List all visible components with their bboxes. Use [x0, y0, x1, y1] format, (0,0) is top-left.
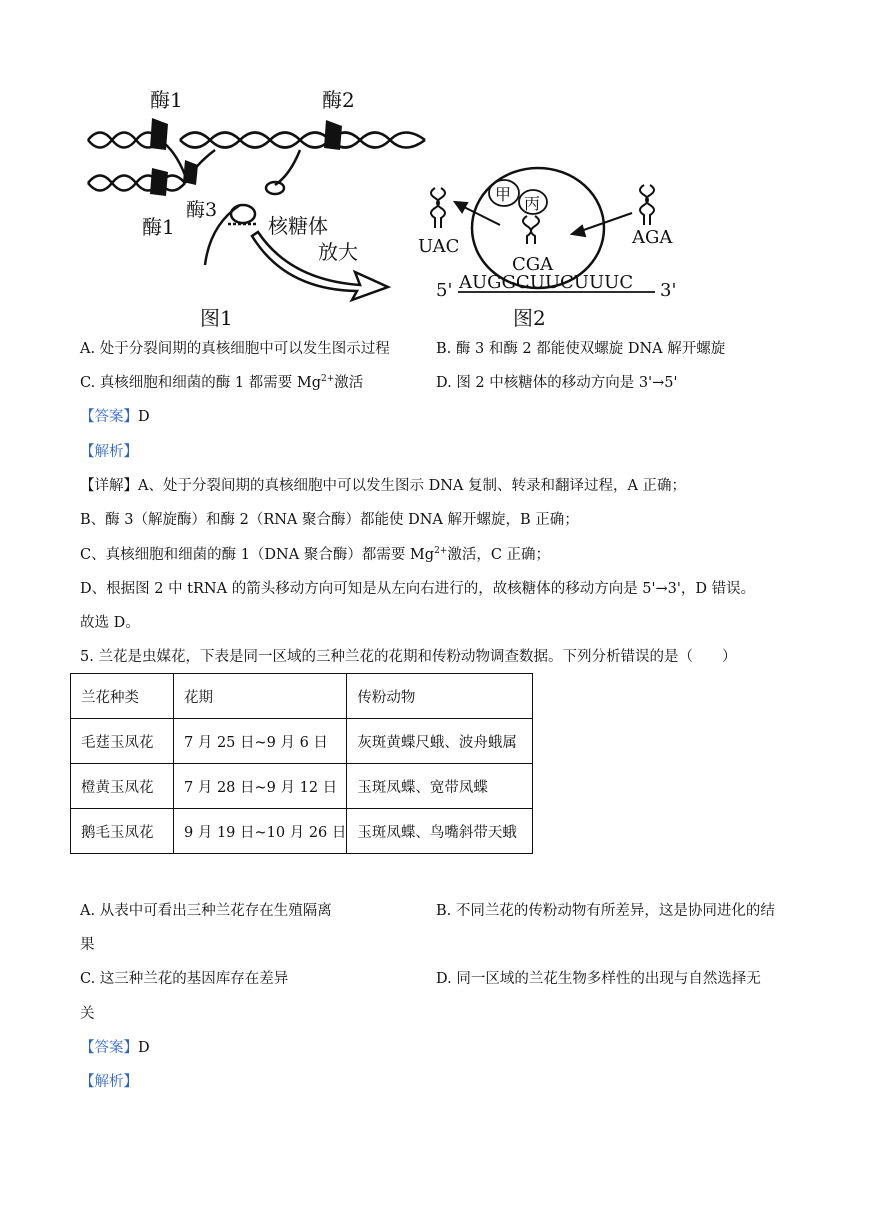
q4-option-c-text: C. 真核细胞和细菌的酶 1 都需要 Mg — [80, 375, 321, 391]
table-header: 传粉动物 — [347, 674, 533, 719]
q4-option-c-post: 激活 — [334, 375, 364, 391]
dna-helix-bottom — [88, 176, 185, 191]
trna-right — [640, 185, 654, 225]
dna-helix-top — [88, 133, 425, 148]
answer-tag: 【答案】 — [80, 409, 138, 425]
table-cell: 9 月 19 日~10 月 26 日 — [174, 809, 347, 854]
label-five-prime: 5' — [436, 280, 453, 301]
q5-stem: 5. 兰花是虫媒花，下表是同一区域的三种兰花的花期和传粉动物调查数据。下列分析错误的是（ ） — [80, 649, 737, 665]
table-cell: 玉斑凤蝶、鸟嘴斜带天蛾 — [347, 809, 533, 854]
fig1-caption: 图1 — [200, 306, 233, 330]
table-row — [71, 719, 533, 764]
label-bing: 丙 — [524, 194, 541, 213]
table-header: 花期 — [174, 674, 347, 719]
orchid-survey-table — [70, 673, 533, 854]
table-cell: 鹅毛玉凤花 — [71, 809, 174, 854]
table-cell: 灰斑黄蝶尺蛾、波舟蛾属 — [347, 719, 533, 764]
label-jia: 甲 — [495, 185, 512, 204]
anticodon-left: UAC — [418, 236, 460, 257]
q5-option-b-line2: 果 — [80, 937, 95, 953]
table-header-row — [71, 674, 533, 719]
answer-value: D — [138, 409, 150, 425]
q4-answer — [80, 407, 150, 427]
detail-c-text: C、真核细胞和细菌的酶 1（DNA 聚合酶）都需要 Mg — [80, 547, 435, 563]
q4-option-c — [80, 373, 363, 393]
label-enzyme3: 酶3 — [186, 199, 218, 221]
q4-option-b: B. 酶 3 和酶 2 都能使双螺旋 DNA 解开螺旋 — [436, 341, 726, 357]
q4-option-d: D. 图 2 中核糖体的移动方向是 3'→5' — [436, 375, 678, 391]
label-ribosome: 核糖体 — [268, 214, 328, 238]
q4-detail-a — [80, 476, 686, 496]
table-cell: 玉斑凤蝶、宽带凤蝶 — [347, 764, 533, 809]
detail-c-post: 激活，C 正确； — [447, 547, 551, 563]
q4-analysis-tag: 【解析】 — [80, 444, 138, 460]
q4-conclusion: 故选 D。 — [80, 615, 140, 631]
q4-option-a: A. 处于分裂间期的真核细胞中可以发生图示过程 — [80, 341, 390, 357]
label-enzyme2: 酶2 — [322, 88, 355, 112]
q5-analysis-tag: 【解析】 — [80, 1074, 138, 1090]
q4-detail-b: B、酶 3（解旋酶）和酶 2（RNA 聚合酶）都能使 DNA 解开螺旋，B 正确； — [80, 512, 579, 528]
enzyme1-top-shape — [150, 118, 168, 150]
detail-a-text: A、处于分裂间期的真核细胞中可以发生图示 DNA 复制、转录和翻译过程，A 正确； — [138, 478, 687, 494]
enzyme1-bottom-shape — [150, 168, 168, 196]
trna-left — [431, 188, 445, 228]
label-zoom: 放大 — [318, 240, 358, 264]
enzyme3-shape — [183, 160, 198, 185]
label-three-prime: 3' — [660, 280, 677, 301]
q5-answer — [80, 1038, 150, 1058]
q4-option-c-sup: 2+ — [320, 374, 335, 385]
table-row — [71, 809, 533, 854]
anticodon-right: AGA — [632, 227, 673, 248]
answer-tag: 【答案】 — [80, 1040, 138, 1056]
label-enzyme1-bottom: 酶1 — [142, 215, 175, 239]
trna-middle — [523, 216, 539, 244]
table-header: 兰花种类 — [71, 674, 174, 719]
fig2-caption: 图2 — [513, 306, 546, 330]
anticodon-middle: CGA — [512, 254, 554, 275]
q5-option-d-line1: D. 同一区域的兰花生物多样性的出现与自然选择无 — [436, 971, 761, 987]
detail-c-sup: 2+ — [434, 546, 448, 557]
table-cell: 7 月 28 日~9 月 12 日 — [174, 764, 347, 809]
table-row — [71, 764, 533, 809]
table-cell: 毛莛玉凤花 — [71, 719, 174, 764]
mrna-sequence: AUGGCUUCUUUC — [459, 272, 634, 293]
detail-tag: 【详解】 — [80, 478, 138, 494]
q4-detail-d: D、根据图 2 中 tRNA 的箭头移动方向可知是从左向右进行的，故核糖体的移动方向是 5'→3'，D 错误。 — [80, 581, 756, 597]
q5-option-d-line2: 关 — [80, 1006, 95, 1022]
label-enzyme1-top: 酶1 — [150, 88, 183, 112]
q5-option-b-line1: B. 不同兰花的传粉动物有所差异，这是协同进化的结 — [436, 903, 775, 919]
q5-option-a: A. 从表中可看出三种兰花存在生殖隔离 — [80, 903, 332, 919]
table-cell: 7 月 25 日~9 月 6 日 — [174, 719, 347, 764]
figure-dna-replication-translation — [0, 0, 870, 340]
q4-detail-c — [80, 545, 550, 565]
table-cell: 橙黄玉凤花 — [71, 764, 174, 809]
answer-value: D — [138, 1040, 150, 1056]
enzyme2-shape — [324, 120, 342, 150]
q5-option-c: C. 这三种兰花的基因库存在差异 — [80, 971, 289, 987]
